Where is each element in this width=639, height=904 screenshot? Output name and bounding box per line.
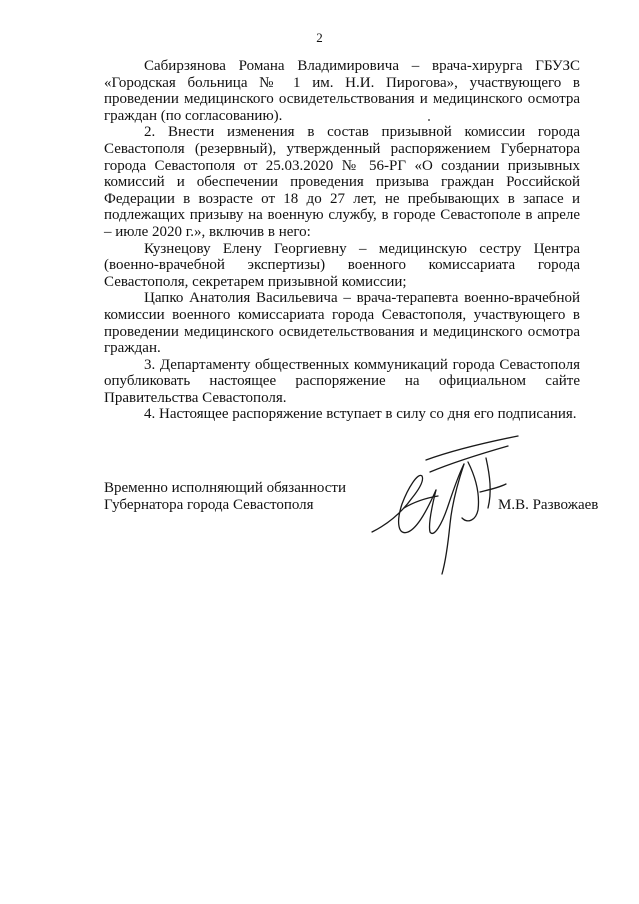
paragraph-sabirzyanov: Сабирзянова Романа Владимировича – врача-хирурга ГБУЗС «Городская больница № 1 им. Н.И. Пирогова», участвующего в проведении медицинского освидетельствования и медицинского осмотра граждан (по согласованию). bbox=[104, 58, 580, 124]
paragraph-item-3: 3. Департаменту общественных коммуникаций города Севастополя опубликовать настоящее распоряжение на официальном сайте Правительства Севастополя. bbox=[104, 356, 580, 406]
paragraph-kuznetsova: Кузнецову Елену Георгиевну – медицинскую сестру Центра (военно-врачебной экспертизы) военного комиссариата города Севастополя, секретарем призывной комиссии; bbox=[104, 240, 580, 290]
paragraph-item-2: 2. Внести изменения в состав призывной комиссии города Севастополя (резервный), утвержденный распоряжением Губернатора города Севастополя от 25.03.2020 № 56-РГ «О создании призывных комиссий и обеспечении проведения призыва граждан Российской Федерации в возрасте от 18 до 27 лет, не пребывающих в запасе и подлежащих призыву на военную службу, в городе Севастополе в апреле – июле 2020 г.», включив в него: bbox=[104, 124, 580, 240]
document-body bbox=[104, 58, 580, 423]
signatory-title-line-2: Губернатора города Севастополя bbox=[104, 497, 314, 513]
signatory-title bbox=[104, 480, 346, 514]
paragraph-item-4: 4. Настоящее распоряжение вступает в силу со дня его подписания. bbox=[144, 406, 577, 423]
paragraph-tsapko: Цапко Анатолия Васильевича – врача-терапевта военно-врачебной комиссии военного комиссариата города Севастополя, участвующего в проведении медицинского освидетельствования и медицинского осмотра граждан. bbox=[104, 290, 580, 357]
signatory-name: М.В. Развожаев bbox=[498, 497, 599, 513]
page-number: 2 bbox=[316, 30, 323, 45]
signatory-title-line-1: Временно исполняющий обязанности bbox=[104, 480, 347, 496]
